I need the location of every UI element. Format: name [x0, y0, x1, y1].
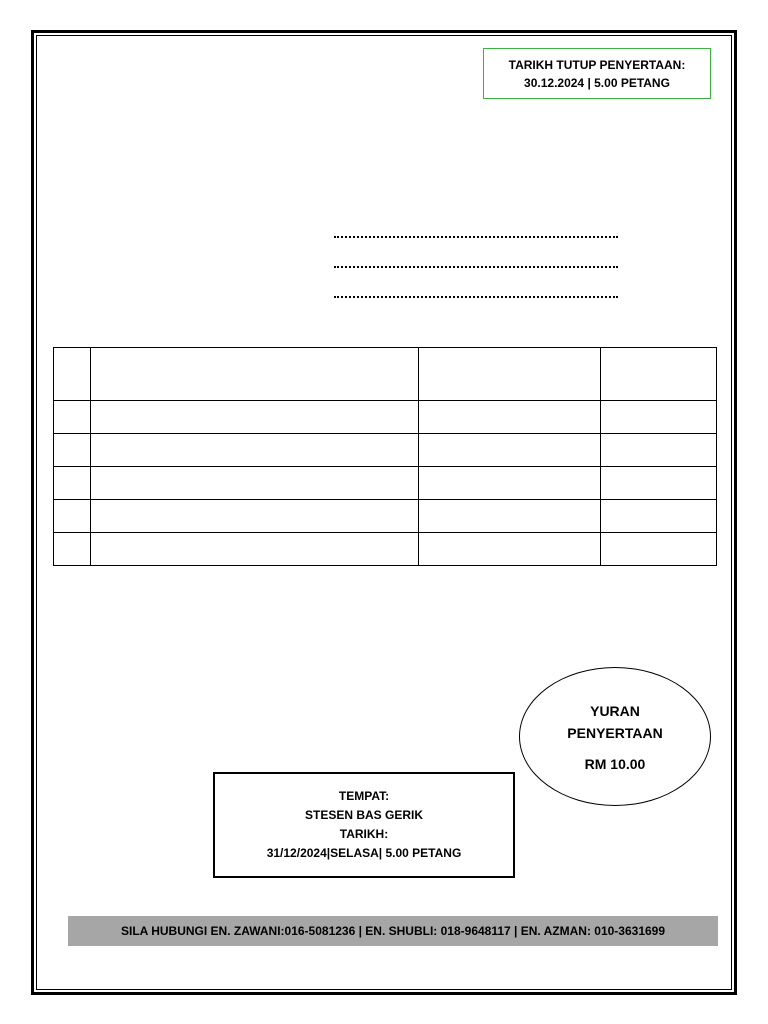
table-row: [54, 500, 717, 533]
dotted-line-2[interactable]: [334, 258, 618, 268]
table-cell[interactable]: [91, 401, 419, 434]
date-label: TARIKH:: [339, 827, 389, 841]
table-cell[interactable]: [419, 467, 601, 500]
venue-box: [213, 772, 515, 878]
table-cell[interactable]: [54, 533, 91, 566]
closing-date-value: 30.12.2024 | 5.00 PETANG: [524, 75, 670, 90]
table-cell[interactable]: [54, 401, 91, 434]
table-cell[interactable]: [601, 467, 717, 500]
table-cell[interactable]: [91, 500, 419, 533]
contact-text: SILA HUBUNGI EN. ZAWANI:016-5081236 | EN. SHUBLI: 018-9648117 | EN. AZMAN: 010-3631699: [120, 924, 666, 938]
contact-bar: [68, 916, 718, 946]
table-row: [54, 401, 717, 434]
header-cell[interactable]: [54, 348, 91, 401]
table-cell[interactable]: [419, 500, 601, 533]
table-cell[interactable]: [601, 533, 717, 566]
table-cell[interactable]: [91, 434, 419, 467]
table-header-row: [54, 348, 717, 401]
table-cell[interactable]: [54, 500, 91, 533]
table-cell[interactable]: [54, 434, 91, 467]
table-cell[interactable]: [91, 467, 419, 500]
entry-fee-label-2: PENYERTAAN: [567, 724, 663, 741]
entry-fee-amount: RM 10.00: [584, 755, 646, 772]
dotted-line-3[interactable]: [334, 288, 618, 298]
table-cell[interactable]: [91, 533, 419, 566]
date-value: 31/12/2024|SELASA| 5.00 PETANG: [266, 846, 462, 860]
table-row: [54, 533, 717, 566]
table-cell[interactable]: [601, 434, 717, 467]
header-cell[interactable]: [601, 348, 717, 401]
entry-table: [53, 347, 717, 566]
table-cell[interactable]: [419, 401, 601, 434]
header-cell[interactable]: [91, 348, 419, 401]
table-cell[interactable]: [54, 467, 91, 500]
dotted-line-1[interactable]: [334, 228, 618, 238]
table-row: [54, 434, 717, 467]
table-cell[interactable]: [601, 401, 717, 434]
table-cell[interactable]: [419, 434, 601, 467]
venue-value: STESEN BAS GERIK: [304, 808, 424, 822]
header-cell[interactable]: [419, 348, 601, 401]
table-cell[interactable]: [601, 500, 717, 533]
venue-label: TEMPAT:: [338, 789, 390, 803]
table-cell[interactable]: [419, 533, 601, 566]
table-row: [54, 467, 717, 500]
closing-date-label: TARIKH TUTUP PENYERTAAN:: [508, 57, 686, 72]
entry-fee-label-1: YURAN: [590, 702, 640, 719]
entry-fee-oval: [519, 667, 711, 806]
closing-date-box: [483, 48, 711, 99]
